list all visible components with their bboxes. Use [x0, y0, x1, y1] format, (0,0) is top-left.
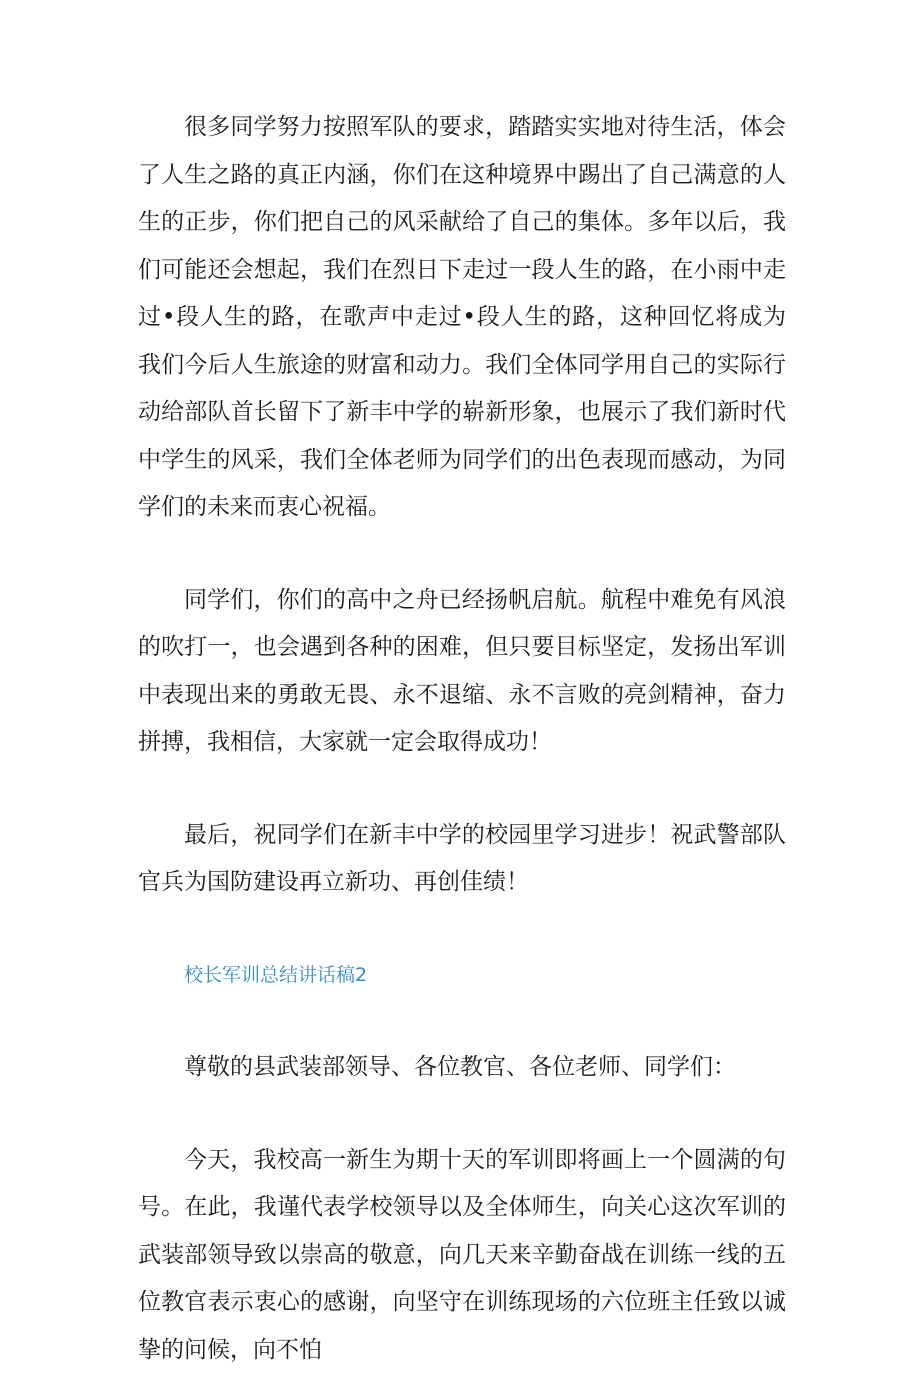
- section-heading: 校长军训总结讲话稿2: [138, 952, 786, 1000]
- paragraph-spacer: [138, 907, 786, 952]
- paragraph-spacer: [138, 999, 786, 1044]
- paragraph-2: 同学们，你们的高中之舟已经扬帆启航。航程中难免有风浪的吹打一，也会遇到各种的困难，但只要目标坚定，发扬出军训中表现出来的勇敢无畏、永不退缩、永不言败的亮剑精神，奋力拼搏，我相信，大家就一定会取得成功！: [138, 577, 786, 767]
- paragraph-spacer: [138, 532, 786, 577]
- paragraph-1: 很多同学努力按照军队的要求，踏踏实实地对待生活，体会了人生之路的真正内涵，你们在这种境界中踢出了自己满意的人生的正步，你们把自己的风采献给了自己的集体。多年以后，我们可能还会想起，我们在烈日下走过一段人生的路，在小雨中走过•段人生的路，在歌声中走过•段人生的路，这种回忆将成为我们今后人生旅途的财富和动力。我们全体同学用自己的实际行动给部队首长留下了新丰中学的崭新形象，也展示了我们新时代中学生的风采，我们全体老师为同学们的出色表现而感动，为同学们的未来而衷心祝福。: [138, 104, 786, 532]
- paragraph-spacer: [138, 1092, 786, 1137]
- paragraph-spacer: [138, 767, 786, 812]
- paragraph-5: 今天，我校高一新生为期十天的军训即将画上一个圆满的句号。在此，我谨代表学校领导以及全体师生，向关心这次军训的武装部领导致以崇高的敬意，向几天来辛勤奋战在训练一线的五位教官表示衷心的感谢，向坚守在训练现场的六位班主任致以诚挚的问候，向不怕: [138, 1137, 786, 1374]
- document-body: [138, 104, 786, 1374]
- paragraph-3: 最后，祝同学们在新丰中学的校园里学习进步！祝武警部队官兵为国防建设再立新功、再创佳绩！: [138, 812, 786, 907]
- salutation-paragraph: 尊敬的县武装部领导、各位教官、各位老师、同学们：: [138, 1044, 786, 1092]
